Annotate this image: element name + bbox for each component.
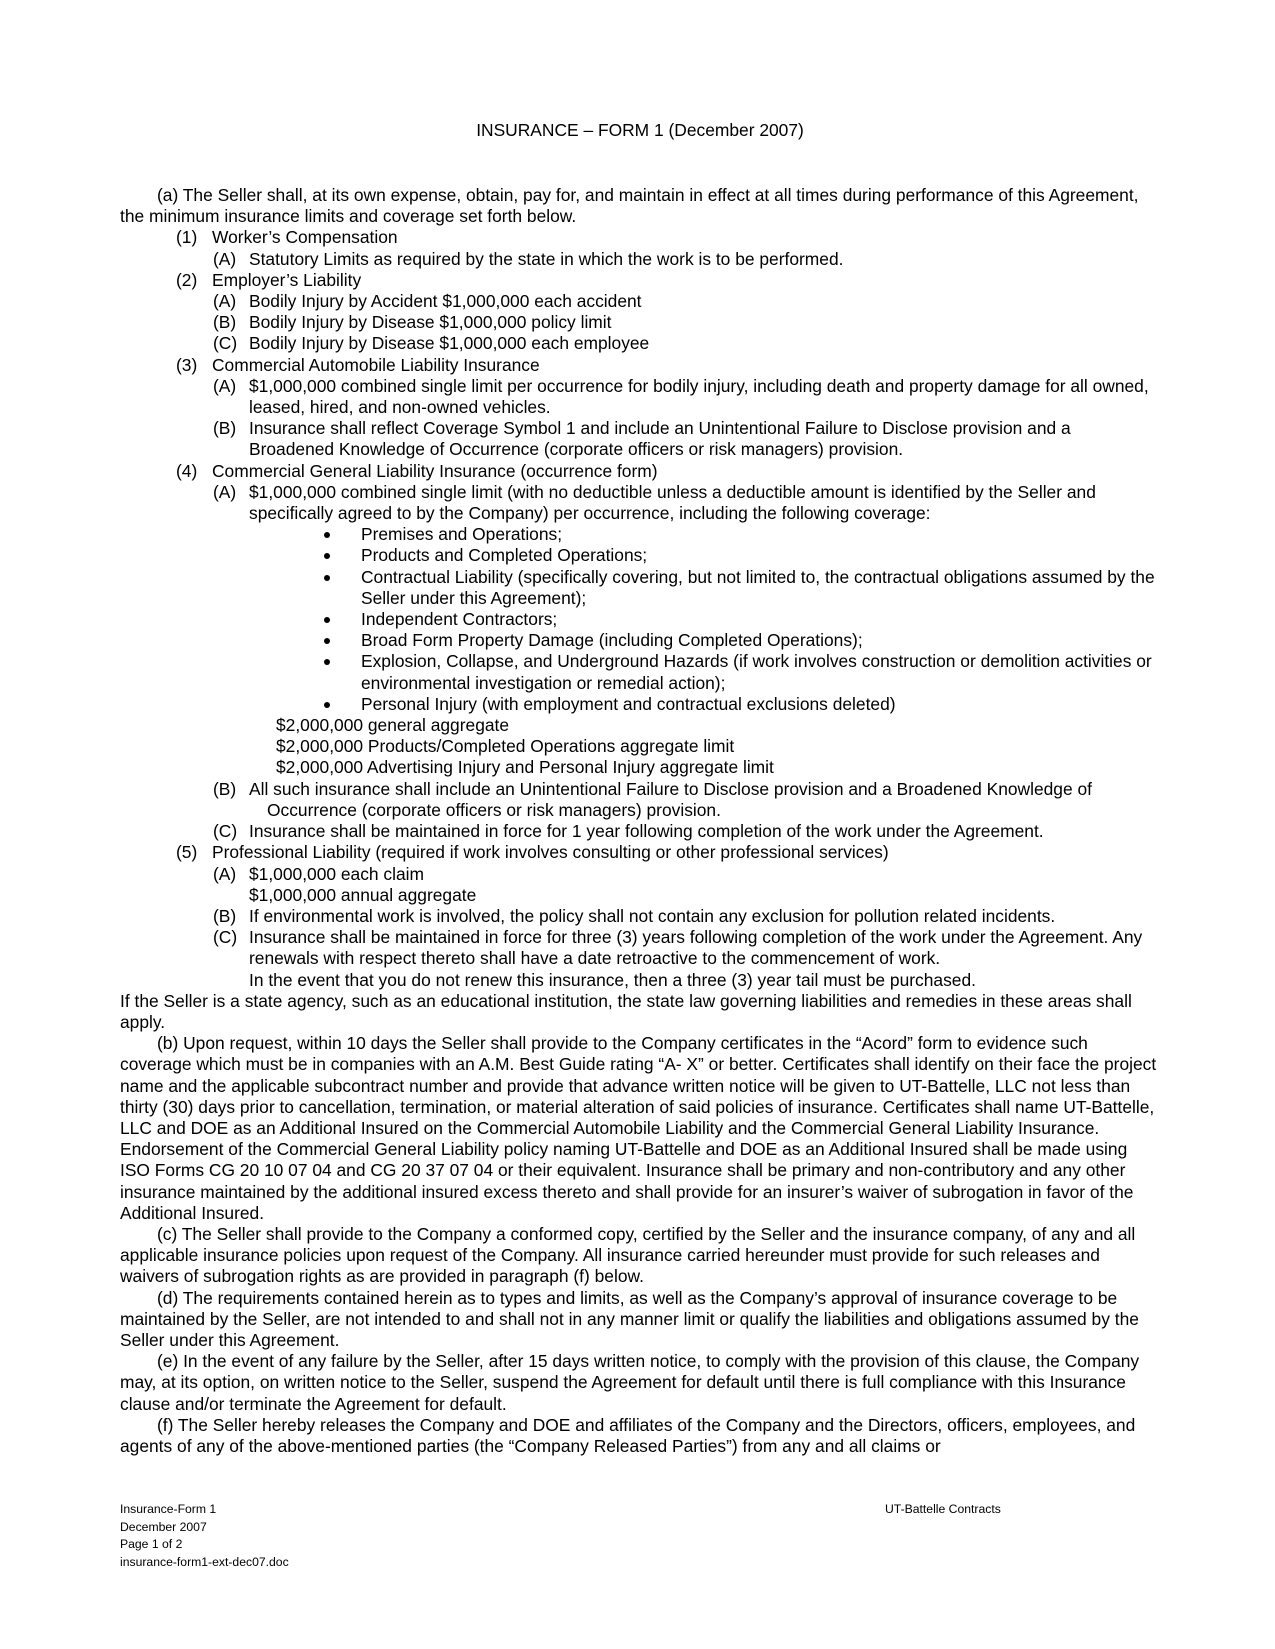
list-item: Contractual Liability (specifically covering, but not limited to, the contractual obligations assumed by the Seller under this Agreement); [120, 567, 1160, 609]
item-5-c: (C) Insurance shall be maintained in force for three (3) years following completion of the work under the Agreement. Any renewals with respect thereto shall have a date retroactive to the commencement of work. [213, 927, 1143, 969]
list-item: Explosion, Collapse, and Underground Hazards (if work involves construction or demolition activities or environmental investigation or remedial action); [120, 651, 1160, 693]
coverage-list [120, 524, 1160, 715]
item-1: (1) Worker’s Compensation [176, 227, 398, 248]
aggregate-line: $2,000,000 general aggregate [276, 715, 510, 736]
paragraph-f: (f) The Seller hereby releases the Company and DOE and affiliates of the Company and the Directors, officers, employees, and agents of any of the above-mentioned parties (the “Company Released Parties”) from any and all claims or [120, 1414, 1136, 1456]
footer-form-name: Insurance-Form 1 [120, 1502, 217, 1516]
item-2: (2) Employer’s Liability [176, 269, 362, 290]
list-item: Independent Contractors; [120, 609, 1160, 630]
footer-filename: insurance-form1-ext-dec07.doc [120, 1554, 289, 1569]
item-2-b: (B) Bodily Injury by Disease $1,000,000 policy limit [213, 312, 612, 333]
item-2-c: (C) Bodily Injury by Disease $1,000,000 each employee [213, 333, 650, 354]
item-1-a: (A) Statutory Limits as required by the state in which the work is to be performed. [213, 248, 844, 269]
item-3: (3) Commercial Automobile Liability Insurance [176, 354, 540, 375]
item-3-a: (A) $1,000,000 combined single limit per occurrence for bodily injury, including death and property damage for all owned, leased, hired, and non-owned vehicles. [213, 375, 1149, 418]
bullet-icon [324, 659, 330, 665]
state-agency-note: If the Seller is a state agency, such as an educational institution, the state law governing liabilities and remedies in these areas shall apply. [120, 990, 1132, 1032]
bullet-icon [324, 702, 330, 708]
item-4-b: (B) All such insurance shall include an Unintentional Failure to Disclose provision and a Broadened Knowledge of Occurrence (corporate officers or risk managers) provision. [213, 778, 1092, 820]
footer-page-number: Page 1 of 2 [120, 1537, 183, 1552]
bullet-icon [324, 575, 330, 581]
document-title: INSURANCE – FORM 1 (December 2007) [476, 120, 804, 140]
footer-right: UT-Battelle Contracts [885, 1502, 1001, 1516]
list-item: Products and Completed Operations; [120, 545, 1160, 566]
document-body [120, 185, 1160, 1457]
item-5: (5) Professional Liability (required if work involves consulting or other professional services) [176, 842, 889, 863]
bullet-icon [324, 638, 330, 644]
paragraph-b: (b) Upon request, within 10 days the Seller shall provide to the Company certificates in the “Acord” form to evidence such coverage which must be in companies with an A.M. Best Guide rating “A- X” or better. Certificates shall identify on their face the project name and the applicable subcontract number and provide that advance written notice will be given to UT-Battelle, LLC not less than thirty (30) days prior to cancellation, termination, or material alteration of said policies of insurance. Certificates shall name UT-Battelle, LLC and DOE as an Additional Insured on the Commercial Automobile Liability and the Commercial General Liability Insurance. Endorsement of the Commercial General Liability policy naming UT-Battelle and DOE as an Additional Insured shall be made using ISO Forms CG 20 10 07 04 and CG 20 37 07 04 or their equivalent. Insurance shall be primary and non-contributory and any other insurance maintained by the additional insured excess thereto and shall provide for an insurer’s waiver of subrogation in favor of the Additional Insured. [120, 1033, 1157, 1223]
list-item: Personal Injury (with employment and contractual exclusions deleted) [120, 694, 1160, 715]
item-3-b: (B) Insurance shall reflect Coverage Symbol 1 and include an Unintentional Failure to Disclose provision and a Broadened Knowledge of Occurrence (corporate officers or risk managers) provision. [213, 418, 1071, 460]
footer-left [120, 1501, 289, 1571]
paragraph-e: (e) In the event of any failure by the Seller, after 15 days written notice, to comply with the provision of this clause, the Company may, at its option, on written notice to the Seller, suspend the Agreement for default until there is full compliance with this Insurance clause and/or terminate the Agreement for default. [120, 1351, 1140, 1414]
paragraph-d: (d) The requirements contained herein as to types and limits, as well as the Company’s approval of insurance coverage to be maintained by the Seller, are not intended to and shall not in any manner limit or qualify the liabilities and obligations assumed by the Seller under this Agreement. [120, 1287, 1139, 1350]
item-4-a: (A) $1,000,000 combined single limit (with no deductible unless a deductible amount is identified by the Seller and specifically agreed to by the Company) per occurrence, including the following coverage: [213, 481, 1096, 524]
paragraph-a: (a) The Seller shall, at its own expense, obtain, pay for, and maintain in effect at all times during performance of this Agreement, the minimum insurance limits and coverage set forth below. [120, 185, 1139, 227]
item-4-c: (C) Insurance shall be maintained in force for 1 year following completion of the work under the Agreement. [213, 821, 1044, 842]
footer-date: December 2007 [120, 1519, 207, 1534]
item-5-a: (A) $1,000,000 each claim [213, 863, 424, 884]
bullet-icon [324, 553, 330, 559]
paragraph-c: (c) The Seller shall provide to the Company a conformed copy, certified by the Seller and the insurance company, of any and all applicable insurance policies upon request of the Company. All insurance carried hereunder must provide for such releases and waivers of subrogation rights as are provided in paragraph (f) below. [120, 1223, 1136, 1287]
item-4: (4) Commercial General Liability Insurance (occurrence form) [176, 460, 658, 481]
list-item: Premises and Operations; [120, 524, 1160, 545]
aggregate-line: $2,000,000 Products/Completed Operations aggregate limit [276, 736, 735, 757]
item-5-b: (B) If environmental work is involved, the policy shall not contain any exclusion for pollution related incidents. [213, 905, 1056, 926]
aggregate-line: $2,000,000 Advertising Injury and Personal Injury aggregate limit [276, 757, 774, 778]
bullet-icon [324, 617, 330, 623]
item-2-a: (A) Bodily Injury by Accident $1,000,000 each accident [213, 291, 642, 312]
item-5-c-tail: In the event that you do not renew this insurance, then a three (3) year tail must be purchased. [249, 969, 976, 990]
list-item: Broad Form Property Damage (including Completed Operations); [120, 630, 1160, 651]
item-5-a-aggregate: $1,000,000 annual aggregate [249, 884, 477, 905]
bullet-icon [324, 532, 330, 538]
